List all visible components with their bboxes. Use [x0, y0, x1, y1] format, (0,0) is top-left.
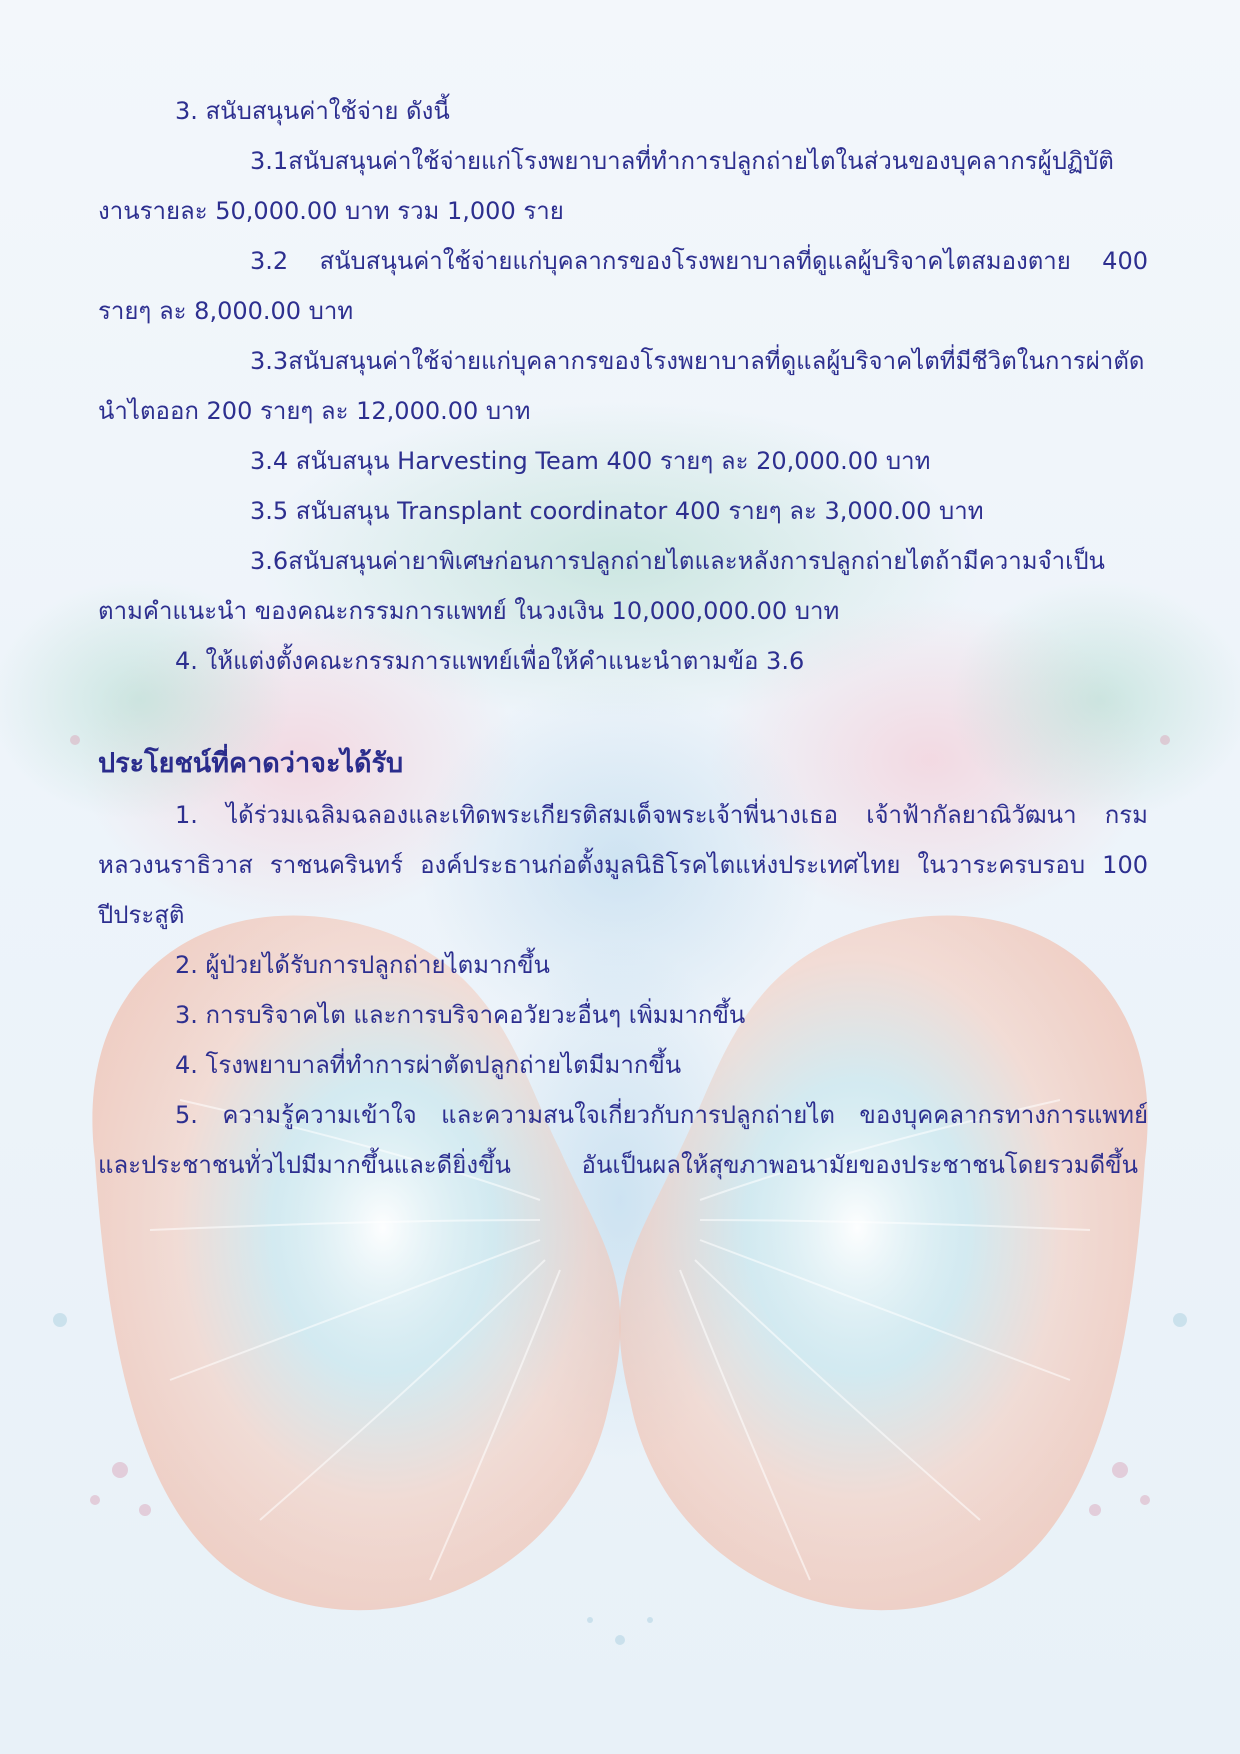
benefit-2: 2. ผู้ป่วยได้รับการปลูกถ่ายไตมากขึ้น	[175, 951, 550, 979]
support-item-3-2-line-2: รายๆ ละ 8,000.00 บาท	[98, 297, 354, 325]
support-item-3-4: 3.4 สนับสนุน Harvesting Team 400 รายๆ ละ 20,000.00 บาท	[250, 447, 931, 475]
benefit-1-line-1: 1. ได้ร่วมเฉลิมฉลองและเทิดพระเกียรติสมเด็จพระเจ้าพี่นางเธอ เจ้าฟ้ากัลยาณิวัฒนา กรม	[175, 801, 1148, 829]
benefit-5-line-2: และประชาชนทั่วไปมีมากขึ้นและดียิ่งขึ้น อันเป็นผลให้สุขภาพอนามัยของประชาชนโดยรวมดีขึ้น	[98, 1151, 1138, 1179]
benefits-heading: ประโยชน์ที่คาดว่าจะได้รับ	[98, 748, 404, 779]
support-item-3-2-line-1: 3.2 สนับสนุนค่าใช้จ่ายแก่บุคลากรของโรงพยาบาลที่ดูแลผู้บริจาคไตสมองตาย 400	[250, 247, 1148, 275]
benefit-5-line-1: 5. ความรู้ความเข้าใจ และความสนใจเกี่ยวกับการปลูกถ่ายไต ของบุคคลากรทางการแพทย์	[175, 1101, 1148, 1129]
support-item-3-title: 3. สนับสนุนค่าใช้จ่าย ดังนี้	[175, 97, 450, 125]
support-item-3-6-line-2: ตามคำแนะนำ ของคณะกรรมการแพทย์ ในวงเงิน 10,000,000.00 บาท	[98, 597, 840, 625]
benefit-4: 4. โรงพยาบาลที่ทำการผ่าตัดปลูกถ่ายไตมีมากขึ้น	[175, 1051, 682, 1079]
support-item-3-3-line-1: 3.3สนับสนุนค่าใช้จ่ายแก่บุคลากรของโรงพยาบาลที่ดูแลผู้บริจาคไตที่มีชีวิตในการผ่าตัด	[250, 347, 1145, 375]
benefit-1-line-3: ปีประสูติ	[98, 901, 185, 929]
support-item-3-1-line-2: งานรายละ 50,000.00 บาท รวม 1,000 ราย	[98, 197, 564, 225]
support-item-3-6-line-1: 3.6สนับสนุนค่ายาพิเศษก่อนการปลูกถ่ายไตและหลังการปลูกถ่ายไตถ้ามีความจำเป็น	[250, 547, 1105, 575]
benefit-1-line-2: หลวงนราธิวาส ราชนครินทร์ องค์ประธานก่อตั้งมูลนิธิโรคไตแห่งประเทศไทย ในวาระครบรอบ 100	[98, 851, 1148, 879]
support-item-3-5: 3.5 สนับสนุน Transplant coordinator 400 รายๆ ละ 3,000.00 บาท	[250, 497, 984, 525]
benefit-3: 3. การบริจาคไต และการบริจาคอวัยวะอื่นๆ เพิ่มมากขึ้น	[175, 1001, 746, 1029]
support-item-4: 4. ให้แต่งตั้งคณะกรรมการแพทย์เพื่อให้คำแนะนำตามข้อ 3.6	[175, 647, 805, 675]
support-item-3-1-line-1: 3.1สนับสนุนค่าใช้จ่ายแก่โรงพยาบาลที่ทำการปลูกถ่ายไตในส่วนของบุคลากรผู้ปฏิบัติ	[250, 147, 1114, 175]
support-item-3-3-line-2: นำไตออก 200 รายๆ ละ 12,000.00 บาท	[98, 397, 531, 425]
